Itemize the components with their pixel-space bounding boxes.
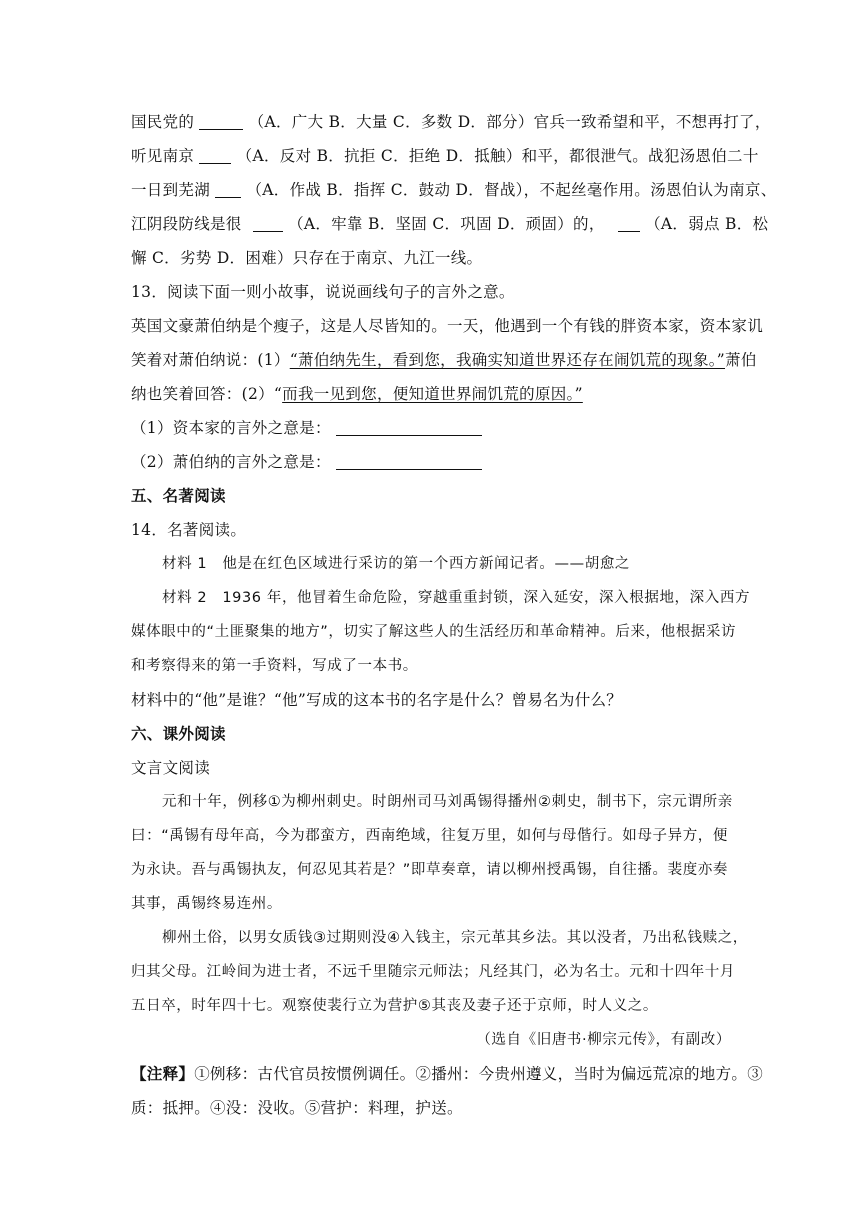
passage-p1-line-2: 曰：“禹锡有母年高，今为郡蛮方，西南绝域，往复万里，如何与母偕行。如母子异方，便 — [131, 828, 729, 844]
q12-options: （A．弱点 B．松 — [645, 215, 769, 233]
classical-reading-subtitle: 文言文阅读 — [131, 759, 211, 777]
q12-options: （A．反对 B．抗拒 C．拒绝 D．抵触）和平，都很泄气。战犯汤恩伯二十 — [236, 147, 759, 165]
passage-p1-line-4: 其事，禹锡终易连州。 — [131, 896, 282, 912]
underlined-sentence-1: “萧伯纳先生，看到您，我确实知道世界还存在闹饥荒的现象。” — [289, 351, 726, 369]
section-5-heading: 五、名著阅读 — [131, 486, 226, 505]
answer-blank[interactable] — [336, 420, 482, 436]
q13-answer-1 — [131, 418, 800, 438]
answer-blank[interactable] — [336, 454, 482, 470]
q12-options: （A．作战 B．指挥 C．鼓动 D．督战），不起丝毫作用。汤恩伯认为南京、 — [246, 181, 777, 199]
story-text: 萧伯 — [725, 351, 757, 369]
q12-line-5: 懈 C．劣势 D．困难）只存在于南京、九江一线。 — [131, 249, 483, 267]
notes-line-2: 质：抵押。④没：没收。⑤营护：料理，护送。 — [131, 1099, 463, 1117]
q13-answer-2 — [131, 452, 800, 472]
answer-blank[interactable] — [215, 182, 241, 198]
section-6-heading: 六、课外阅读 — [131, 724, 226, 743]
q12-options: （A．广大 B．大量 C．多数 D．部分）官兵一致希望和平，不想再打了， — [248, 113, 771, 131]
passage-p2-line-1: 柳州土俗，以男女质钱③过期则没④入钱主，宗元革其乡法。其以没者，乃出私钱赎之， — [162, 930, 748, 946]
material-2-line-3: 和考察得来的第一手资料，写成了一本书。 — [131, 658, 418, 674]
q13-story-line-3 — [131, 384, 800, 404]
q14-title: 14．名著阅读。 — [131, 521, 247, 539]
notes-line-1 — [131, 1064, 800, 1084]
answer-blank[interactable] — [253, 216, 283, 232]
answer-blank[interactable] — [199, 148, 231, 164]
q12-text: 听见南京 — [131, 147, 195, 165]
q12-line-2 — [131, 146, 800, 166]
story-text: 纳也笑着回答：(2）“ — [131, 385, 283, 403]
notes-text: ①例移：古代官员按惯例调任。②播州：今贵州遵义，当时为偏远荒凉的地方。③ — [194, 1065, 764, 1083]
q12-text: 国民党的 — [131, 113, 195, 131]
q12-text: 江阴段防线是很 — [131, 215, 242, 233]
underlined-sentence-2: 而我一见到您，便知道世界闹饥荒的原因。” — [282, 385, 583, 403]
q12-line-3 — [131, 180, 800, 200]
story-text: 笑着对萧伯纳说：(1） — [131, 351, 290, 369]
q13-story-line-1: 英国文豪萧伯纳是个瘦子，这是人尽皆知的。一天，他遇到一个有钱的胖资本家，资本家讥 — [131, 317, 764, 335]
q12-line-4 — [131, 214, 800, 234]
q14-question: 材料中的“他”是谁？“他”写成的这本书的名字是什么？曾易名为什么？ — [131, 691, 623, 709]
q12-text: 一日到芜湖 — [131, 181, 211, 199]
answer-blank[interactable] — [199, 114, 243, 130]
q12-line-1 — [131, 112, 800, 132]
passage-p2-line-3: 五日卒，时年四十七。观察使裴行立为营护⑤其丧及妻子还于京师，时人义之。 — [131, 998, 658, 1014]
material-2-line-1: 材料 2 1936 年，他冒着生命危险，穿越重重封锁，深入延安，深入根据地，深入西方 — [162, 590, 751, 606]
q13-title: 13．阅读下面一则小故事，说说画线句子的言外之意。 — [131, 283, 515, 301]
passage-p2-line-2: 归其父母。江岭间为进士者，不远千里随宗元师法；凡经其门，必为名士。元和十四年十月 — [131, 964, 735, 980]
q13-story-line-2 — [131, 350, 800, 370]
material-1: 材料 1 他是在红色区域进行采访的第一个西方新闻记者。——胡愈之 — [162, 556, 631, 572]
answer-blank[interactable] — [618, 216, 640, 232]
passage-source: （选自《旧唐书·柳宗元传》，有副改） — [476, 1032, 731, 1048]
passage-p1-line-3: 为永诀。吾与禹锡执友，何忍见其若是？”即草奏章，请以柳州授禹锡，自往播。裴度亦奏 — [131, 862, 729, 878]
passage-p1-line-1: 元和十年，例移①为柳州刺史。时朗州司马刘禹锡得播州②刺史，制书下，宗元谓所亲 — [162, 794, 733, 810]
q12-options: （A．牢靠 B．坚固 C．巩固 D．顽固）的， — [288, 215, 605, 233]
answer-label: （1）资本家的言外之意是： — [131, 419, 331, 437]
material-2-line-2: 媒体眼中的“土匪聚集的地方”，切实了解这些人的生活经历和革命精神。后来，他根据采访 — [131, 624, 737, 640]
answer-label: （2）萧伯纳的言外之意是： — [131, 453, 331, 471]
notes-label: 【注释】 — [131, 1064, 195, 1083]
